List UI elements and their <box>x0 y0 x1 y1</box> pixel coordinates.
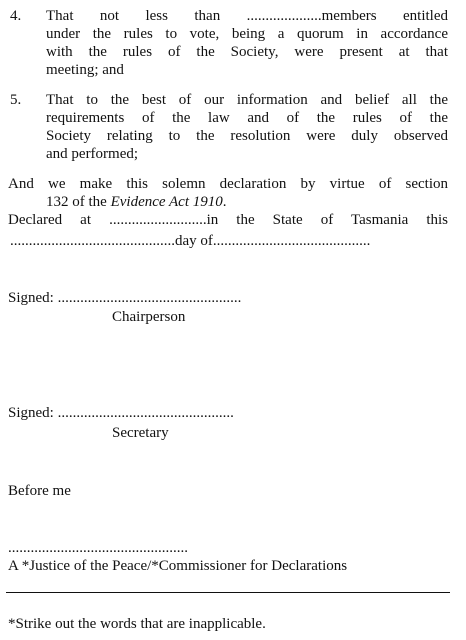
item-5-line-3: Society relating to the resolution were duly observed <box>46 128 448 144</box>
witness-signature-line: ................................................ <box>8 540 188 556</box>
item-5-line-2: requirements of the law and of the rules of the <box>46 110 448 126</box>
act-suffix: . <box>222 194 227 210</box>
item-5-line-4: and performed; <box>46 146 139 162</box>
chair-title: Chairperson <box>112 309 186 325</box>
act-prefix: 132 of the <box>46 194 111 210</box>
witness-title: A *Justice of the Peace/*Commissioner for Declarations <box>8 558 348 574</box>
declaration-line-2 <box>46 193 227 211</box>
item-number: 4. <box>10 8 22 24</box>
footnote: *Strike out the words that are inapplicable. <box>8 616 266 632</box>
declared-at-line: Declared at ..........................in the State of Tasmania this <box>8 212 448 228</box>
footnote-divider <box>6 592 450 593</box>
chair-signed-line: Signed: ................................................. <box>8 290 242 306</box>
item-4-line-3: with the rules of the Society, were present at that <box>46 44 448 60</box>
item-number: 5. <box>10 92 22 108</box>
item-4-line-1: That not less than ....................members entitled <box>46 8 448 24</box>
declaration-line-1: And we make this solemn declaration by virtue of section <box>8 176 448 192</box>
item-5-line-1: That to the best of our information and belief all the <box>46 92 448 108</box>
secretary-signed-line: Signed: ............................................... <box>8 405 234 421</box>
act-name: Evidence Act 1910 <box>110 194 223 210</box>
item-4-line-4: meeting; and <box>46 62 124 78</box>
before-me-label: Before me <box>8 483 71 499</box>
secretary-title: Secretary <box>112 425 169 441</box>
day-of-line: ............................................day of.......................................... <box>10 233 371 249</box>
item-4-line-2: under the rules to vote, being a quorum in accordance <box>46 26 448 42</box>
